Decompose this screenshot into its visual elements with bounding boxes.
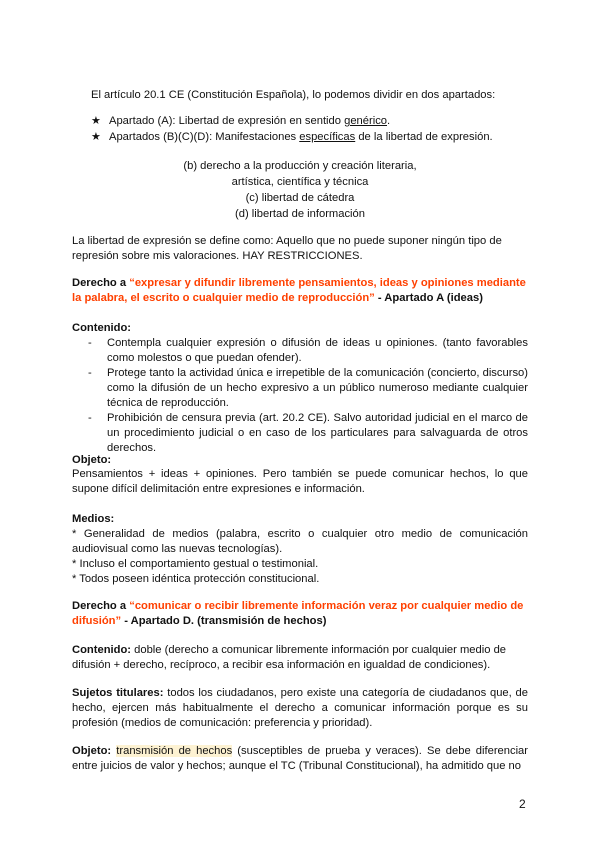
apartado-line: (b) derecho a la producción y creación literaria,	[183, 160, 417, 172]
bullet-text: Apartados (B)(C)(D): Manifestaciones	[109, 131, 300, 143]
definition-paragraph: La libertad de expresión se define como: Aquello que no puede suponer ningún tipo de represión sobre mis valoraciones. HAY RESTRICCIONES.	[72, 235, 502, 262]
section-d-objeto	[72, 744, 528, 774]
medios-label: Medios:	[72, 513, 115, 525]
list-item: - Prohibición de censura previa (art. 20.2 CE). Salvo autoridad judicial en el marco de un procedimiento judicial o en caso de los particulares para salvaguarda de otros derechos.	[88, 412, 528, 454]
medios-line: * Todos poseen idéntica protección constitucional.	[72, 573, 320, 585]
bullet-text: Apartado (A): Libertad de expresión en sentido	[109, 115, 345, 127]
star-icon: ★	[91, 115, 102, 127]
section-d-sujetos	[72, 686, 528, 731]
bullet-apartado-a	[91, 114, 390, 129]
section-a-heading	[72, 276, 528, 306]
list-item: - Protege tanto la actividad única e irrepetible de la comunicación (concierto, discurso) como la difusión de un hecho expresivo a un público numeroso mediante cualquier técnica de reproducción.	[88, 367, 528, 409]
objeto-text: (susceptibles de prueba y veraces). Se debe diferenciar entre juicios de valor y hechos; aunque el TC (Tribunal Constitucional), ha admitido que no	[72, 745, 529, 772]
highlighted-text: transmisión de hechos	[116, 745, 233, 757]
apartado-line: artística, científica y técnica	[231, 176, 369, 188]
contenido-label: Contenido:	[72, 644, 132, 656]
heading-quote: “expresar y difundir libremente pensamientos, ideas y opiniones mediante la palabra, el escrito o cualquier medio de reproducción”	[72, 277, 526, 304]
section-d-heading	[72, 599, 528, 629]
contenido-list	[88, 336, 528, 456]
medios-block	[72, 527, 528, 587]
heading-lead: Derecho a	[72, 600, 130, 612]
apartados-list	[150, 158, 450, 222]
bullet-underlined: específicas	[299, 131, 356, 143]
sujetos-label: Sujetos titulares:	[72, 687, 164, 699]
list-item: - Contempla cualquier expresión o difusión de ideas u opiniones. (tanto favorables como molestos o que puedan ofender).	[88, 337, 528, 364]
medios-line: * Generalidad de medios (palabra, escrito o cualquier otro medio de comunicación audiovisual como las nuevas tecnologías).	[72, 528, 528, 555]
star-icon: ★	[91, 131, 102, 143]
sujetos-text: todos los ciudadanos, pero existe una categoría de ciudadanos que, de hecho, ejercen más habitualmente el derecho a comunicar información porque es su profesión (medios de comunicación: preferencia y prioridad).	[72, 687, 528, 729]
intro-paragraph: El artículo 20.1 CE (Constitución Española), lo podemos dividir en dos apartados:	[91, 89, 496, 101]
objeto-label: Objeto:	[72, 454, 112, 466]
bullet-apartados-bcd	[91, 130, 493, 145]
heading-quote: “comunicar o recibir libremente información veraz por cualquier medio de difusión”	[72, 600, 524, 627]
heading-tail: - Apartado D. (transmisión de hechos)	[121, 615, 327, 627]
section-d-contenido	[72, 643, 528, 673]
bullet-text-end: .	[387, 115, 391, 127]
bullet-text-end: de la libertad de expresión.	[355, 131, 493, 143]
bullet-underlined: genérico	[344, 115, 388, 127]
heading-lead: Derecho a	[72, 277, 130, 289]
heading-tail: - Apartado A (ideas)	[374, 292, 483, 304]
apartado-line: (d) libertad de información	[235, 208, 365, 220]
apartado-line: (c) libertad de cátedra	[245, 192, 355, 204]
contenido-label: Contenido:	[72, 322, 132, 334]
contenido-text: doble (derecho a comunicar libremente información por cualquier medio de difusión + derecho, recíproco, a recibir esa información en igualdad de condiciones).	[72, 644, 507, 671]
page-number: 2	[519, 797, 526, 811]
objeto-label: Objeto:	[72, 745, 112, 757]
objeto-text: Pensamientos + ideas + opiniones. Pero también se puede comunicar hechos, lo que supone difícil delimitación entre expresiones e información.	[72, 468, 528, 495]
medios-line: * Incluso el comportamiento gestual o testimonial.	[72, 558, 319, 570]
